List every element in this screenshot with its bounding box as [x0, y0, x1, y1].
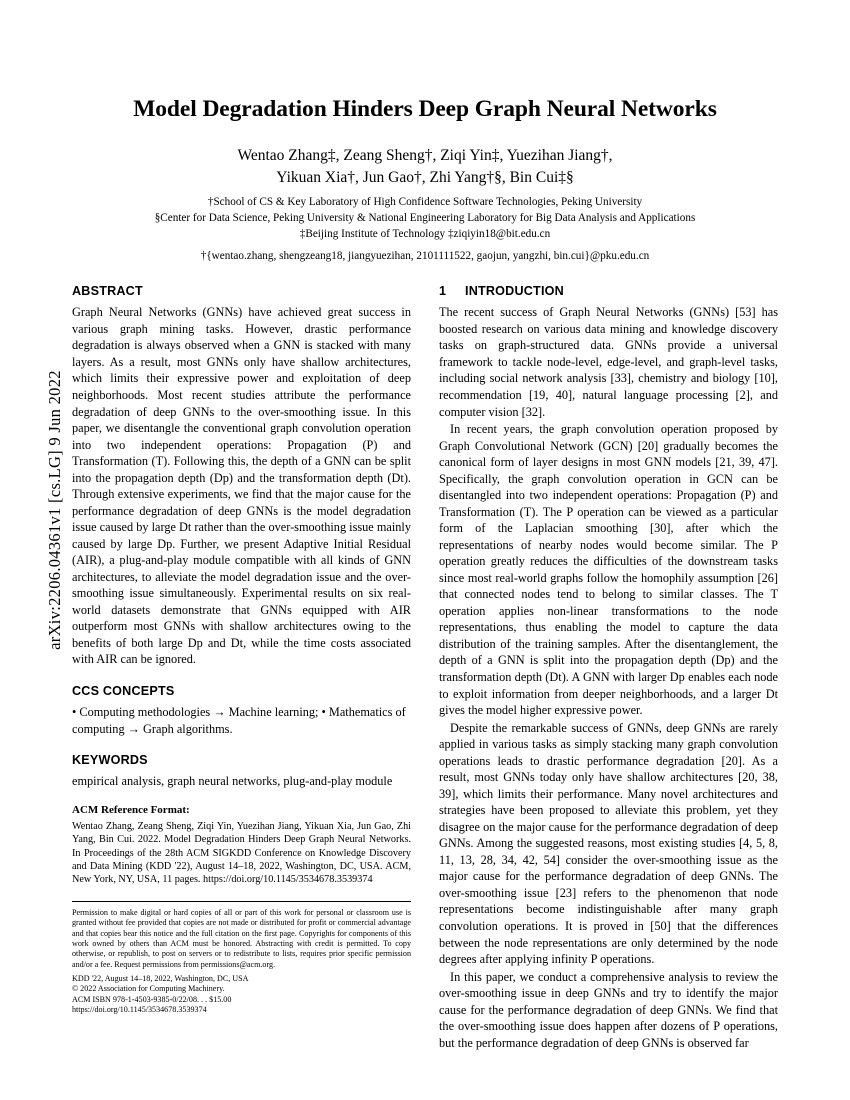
keywords-heading: KEYWORDS [72, 753, 148, 768]
intro-paragraph-3: Despite the remarkable success of GNNs, deep GNNs are rarely applied in various tasks as simply stacking many graph convolution operations leads to drastic performance degradation [20]. As a result, most GNNs today only have shallow architectures [20, 38, 39], which limits their performance. Many novel architectures and strategies have been proposed to alleviate this problem, yet they disagree on the major cause for the performance degradation of deep GNNs. Among the suggested reasons, most existing studies [4, 5, 8, 11, 13, 28, 34, 42, 54] consider the over-smoothing issue as the major cause for the performance degradation of deep GNNs. The over-smoothing issue [23] refers to the phenomenon that node representations become indistinguishable after many graph convolution operations. It is proved in [50] that the differences between the node representations are only determined by the node degrees after applying infinity P operations. [439, 720, 778, 967]
keywords [72, 773, 411, 790]
permission-block [72, 901, 411, 1016]
page-title: Model Degradation Hinders Deep Graph Neural Networks [133, 96, 717, 122]
intro-paragraph-2: In recent years, the graph convolution operation proposed by Graph Convolutional Network (GCN) [20] gradually becomes the canonical form of layer designs in most GNN models [21, 39, 47]. Specifically, the graph convolution operation in GCN can be disentangled into two independent operations: Propagation (P) and Transformation (T). The P operation can be viewed as a particular form of the Laplacian smoothing [30], after which the representations of nearby nodes would become similar. The P operation greatly reduces the difficulties of the downstream tasks since most real-world graphs follow the homophily assumption [26] that connected nodes tend to belong to similar classes. The T operation applies non-linear transformations to the node representations, thus enabling the model to capture the data distribution of the training samples. After the disentanglement, the depth of a GNN is split into the propagation depth (Dp) and the transformation depth (Dt). A GNN with larger Dp enables each node to exploit information from deeper neighborhoods, and a larger Dt gives the model higher expressive power. [439, 422, 778, 718]
affiliation-2: §Center for Data Science, Peking University & National Engineering Laboratory for Big Data Analysis and Applications [154, 211, 696, 224]
author-line-1: Wentao Zhang‡, Zeang Sheng†, Ziqi Yin‡, Yuezihan Jiang†, [237, 147, 613, 164]
keywords-text: empirical analysis, graph neural networks, plug-and-play module [72, 774, 393, 789]
affiliation-3: ‡Beijing Institute of Technology ‡ziqiyin18@bit.edu.cn [299, 227, 551, 240]
intro-paragraph-4: In this paper, we conduct a comprehensive analysis to review the over-smoothing issue in deep GNNs and try to identify the major cause for the performance degradation of deep GNNs. We find that the over-smoothing issue does happen after dozens of P operations, but the performance degradation of deep GNNs is observed far [439, 969, 778, 1050]
isbn-line: ACM ISBN 978-1-4503-9385-0/22/08. . . $15.00 [72, 994, 232, 1004]
intro-paragraph-1: The recent success of Graph Neural Networks (GNNs) [53] has boosted research on various data mining and knowledge discovery tasks on graph-structured data. GNNs provide a universal framework to tackle node-level, edge-level, and graph-level tasks, including social network analysis [33], chemistry and biology [10], recommendation [19, 40], natural language processing [2], and computer vision [32]. [439, 305, 778, 419]
copyright-line: © 2022 Association for Computing Machinery. [72, 984, 225, 994]
left-column [72, 284, 411, 1051]
right-column [439, 284, 778, 1051]
acm-reference-text: Wentao Zhang, Zeang Sheng, Ziqi Yin, Yuezihan Jiang, Yikuan Xia, Jun Gao, Zhi Yang, Bin Cui. 2022. Model Degradation Hinders Deep Graph Neural Networks. In Proceedings of the 28th ACM SIGKDD Conference on Knowledge Discovery and Data Mining (KDD '22), August 14–18, 2022, Washington, DC, USA. ACM, New York, NY, USA, 11 pages. https://doi.org/10.1145/3534678.3539374 [72, 820, 411, 886]
abstract-heading: ABSTRACT [72, 284, 143, 299]
introduction-title: INTRODUCTION [465, 284, 564, 299]
author-emails: †{wentao.zhang, shengzeang18, jiangyuezihan, 2101111522, gaojun, yangzhi, bin.cui}@pku.edu.cn [200, 249, 650, 262]
acm-reference-heading: ACM Reference Format: [72, 803, 190, 816]
permission-paragraph: Permission to make digital or hard copies of all or part of this work for personal or classroom use is granted without fee provided that copies are not made or distributed for profit or commercial advantage and that copies bear this notice and the full citation on the first page. Copyrights for components of this work owned by others than ACM must be honored. Abstracting with credit is permitted. To copy otherwise, or republish, to post on servers or to redistribute to lists, requires prior specific permission and/or a fee. Request permissions from permissions@acm.org. [72, 907, 411, 969]
introduction-number: 1 [439, 284, 447, 299]
author-line-2: Yikuan Xia†, Jun Gao†, Zhi Yang†§, Bin Cui‡§ [276, 169, 574, 187]
two-column-body [72, 284, 778, 1051]
author-list [72, 145, 778, 190]
affiliations [72, 195, 778, 243]
conference-line: KDD '22, August 14–18, 2022, Washington, DC, USA [72, 974, 249, 984]
abstract-text: Graph Neural Networks (GNNs) have achieved great success in various graph mining tasks. However, drastic performance degradation is always observed when a GNN is stacked with many layers. As a result, most GNNs only have shallow architectures, which limits their expressive power and exploitation of deep neighborhoods. Most recent studies attribute the performance degradation of deep GNNs to the over-smoothing issue. In this paper, we disentangle the conventional graph convolution operation into two independent operations: Propagation (P) and Transformation (T). Following this, the depth of a GNN can be split into the propagation depth (Dp) and the transformation depth (Dt). Through extensive experiments, we find that the major cause for the performance degradation of deep GNNs is the model degradation issue caused by large Dt rather than the over-smoothing issue mainly caused by large Dp. Further, we present Adaptive Initial Residual (AIR), a plug-and-play module compatible with all kinds of GNN architectures, to alleviate the model degradation issue and the over-smoothing issue simultaneously. Experimental results on six real-world datasets demonstrate that GNNs equipped with AIR outperform most GNNs with shallow architectures owing to the benefits of both large Dp and Dt, while the time costs associated with AIR can be ignored. [72, 305, 411, 667]
affiliation-1: †School of CS & Key Laboratory of High Confidence Software Technologies, Peking University [207, 195, 643, 208]
ccs-concepts [72, 704, 411, 737]
doi-line: https://doi.org/10.1145/3534678.3539374 [72, 1005, 207, 1015]
ccs-heading: CCS CONCEPTS [72, 684, 175, 699]
paper-content [72, 96, 778, 1051]
ccs-text: • Computing methodologies → Machine learning; • Mathematics of computing → Graph algorithms. [72, 705, 406, 736]
introduction-heading [439, 284, 778, 298]
arxiv-stamp: arXiv:2206.04361v1 [cs.LG] 9 Jun 2022 [45, 370, 64, 650]
